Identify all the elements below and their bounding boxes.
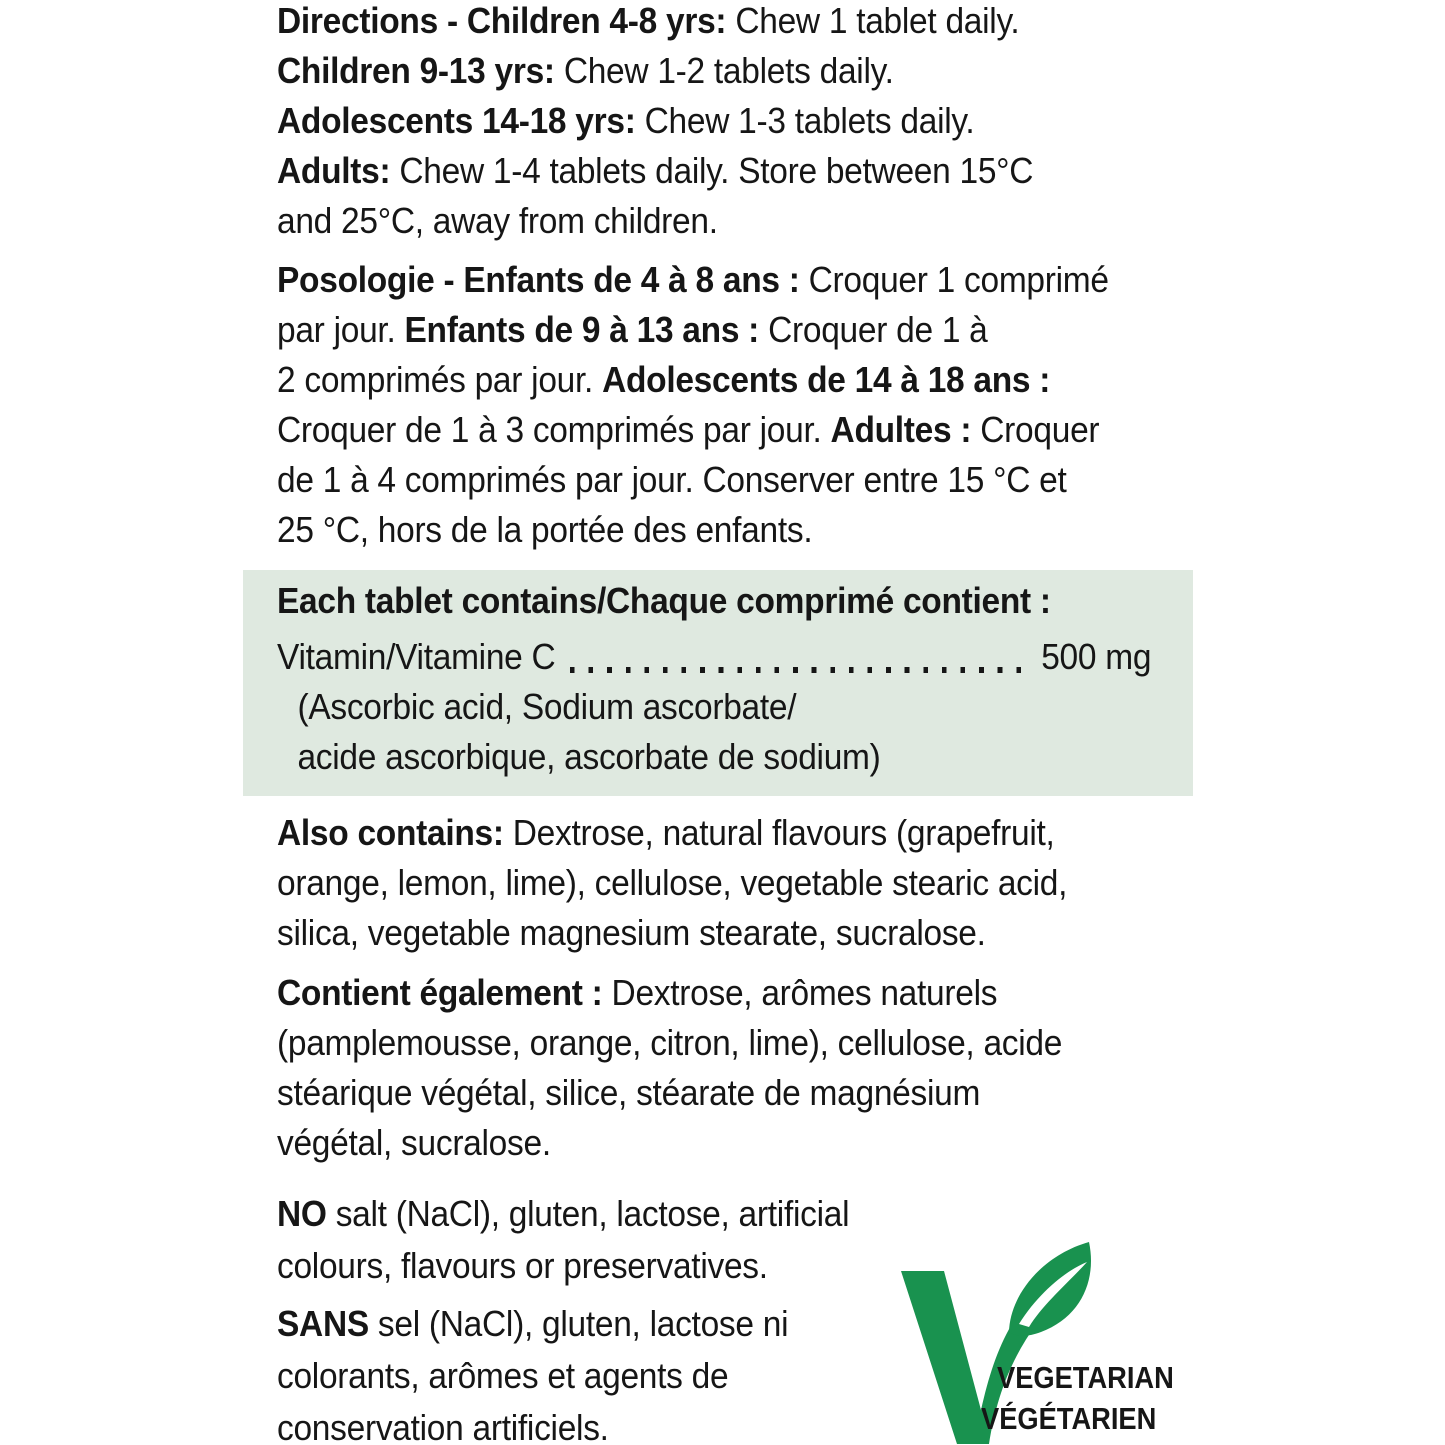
text-line: Croquer de 1 à 3 comprimés par jour. Adultes : Croquer	[277, 409, 1100, 450]
dotted-leader	[570, 667, 1020, 673]
also-contains-paragraph	[277, 808, 1067, 958]
vegetarian-logo	[897, 1238, 1197, 1445]
vitamin-c-label: Vitamin/Vitamine C	[277, 636, 556, 677]
text-line: colorants, arômes et agents de	[277, 1355, 729, 1396]
text-line: de 1 à 4 comprimés par jour. Conserver entre 15 °C et	[277, 459, 1067, 500]
text-line: végétal, sucralose.	[277, 1122, 551, 1163]
text-line: silica, vegetable magnesium stearate, sucralose.	[277, 912, 986, 953]
text-line: SANS sel (NaCl), gluten, lactose ni	[277, 1303, 789, 1344]
vegetarian-label-en: VEGETARIAN	[997, 1360, 1174, 1395]
text-line: orange, lemon, lime), cellulose, vegetable stearic acid,	[277, 862, 1068, 903]
text-line: Adults: Chew 1-4 tablets daily. Store between 15°C	[277, 150, 1034, 191]
text-line: Posologie - Enfants de 4 à 8 ans : Croquer 1 comprimé	[277, 259, 1109, 300]
directions-en-paragraph	[277, 0, 1033, 246]
text-line: 25 °C, hors de la portée des enfants.	[277, 509, 813, 550]
text-line: 2 comprimés par jour. Adolescents de 14 à 18 ans :	[277, 359, 1051, 400]
vitamin-c-dose-row	[277, 632, 1151, 682]
posologie-fr-paragraph	[277, 255, 1109, 555]
text-line: NO salt (NaCl), gluten, lactose, artificial	[277, 1193, 850, 1234]
text-line: stéarique végétal, silice, stéarate de magnésium	[277, 1072, 981, 1113]
text-line: Also contains: Dextrose, natural flavours (grapefruit,	[277, 812, 1055, 853]
text-line: (Ascorbic acid, Sodium ascorbate/	[297, 686, 797, 727]
no-claims-en-paragraph	[277, 1188, 849, 1292]
text-line: acide ascorbique, ascorbate de sodium)	[297, 736, 881, 777]
vegetarian-label-fr: VÉGÉTARIEN	[981, 1401, 1157, 1436]
text-line: Directions - Children 4-8 yrs: Chew 1 tablet daily.	[277, 0, 1020, 41]
text-line: (pamplemousse, orange, citron, lime), cellulose, acide	[277, 1022, 1063, 1063]
text-line: and 25°C, away from children.	[277, 200, 718, 241]
text-line: Adolescents 14-18 yrs: Chew 1-3 tablets daily.	[277, 100, 975, 141]
text-line: Contient également : Dextrose, arômes naturels	[277, 972, 998, 1013]
text-line: par jour. Enfants de 9 à 13 ans : Croquer de 1 à	[277, 309, 988, 350]
vitamin-c-source-lines	[277, 682, 1151, 782]
contient-egalement-paragraph	[277, 968, 1062, 1168]
text-line: Children 9-13 yrs: Chew 1-2 tablets daily.	[277, 50, 894, 91]
text-line: colours, flavours or preservatives.	[277, 1245, 768, 1286]
vitamin-c-amount: 500 mg	[1041, 636, 1152, 677]
text-line: conservation artificiels.	[277, 1407, 609, 1445]
each-tablet-contains-content	[277, 576, 1151, 782]
each-tablet-contains-box	[243, 570, 1193, 796]
sans-claims-fr-paragraph	[277, 1298, 788, 1445]
box-heading: Each tablet contains/Chaque comprimé contient :	[277, 580, 1051, 621]
